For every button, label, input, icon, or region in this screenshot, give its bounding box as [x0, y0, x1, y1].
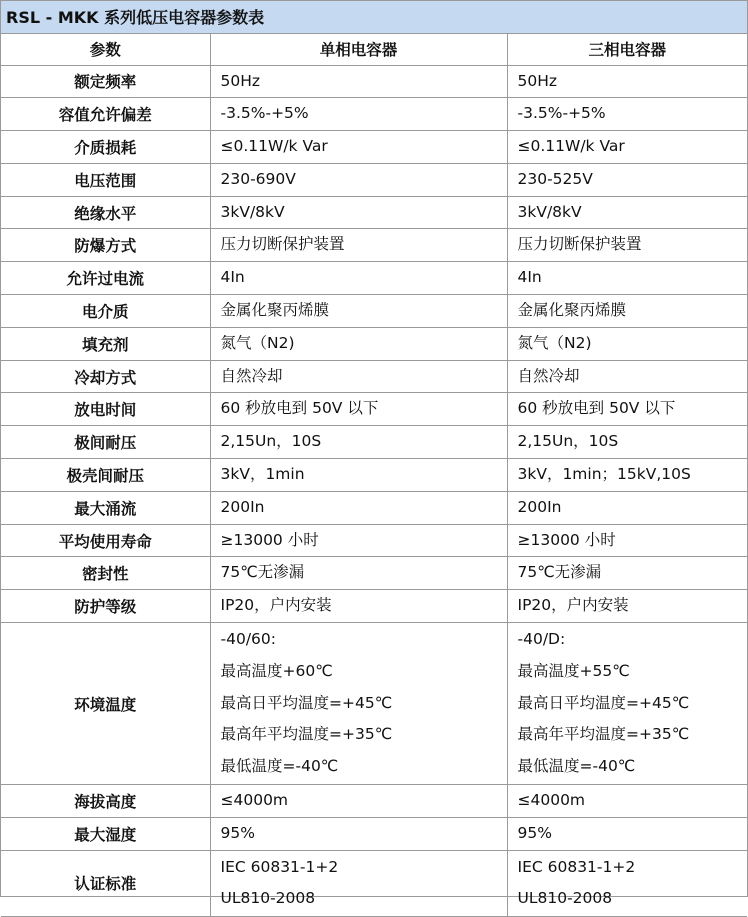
value-line: UL810-2008	[517, 889, 613, 908]
table-row	[1, 98, 747, 131]
value-line: 200In	[517, 497, 562, 516]
table-row	[1, 426, 747, 459]
parameter-label: 介质损耗	[1, 131, 210, 164]
value-line: 压力切断保护装置	[517, 235, 642, 254]
parameter-label: 环境温度	[1, 623, 210, 785]
value-line: 230-525V	[517, 169, 593, 188]
header-three-phase: 三相电容器	[507, 34, 747, 65]
table-row	[1, 491, 747, 524]
table-row	[1, 262, 747, 295]
value-line: 最高年平均温度=+35℃	[517, 725, 690, 744]
single-phase-value	[210, 360, 507, 393]
parameter-label: 冷却方式	[1, 360, 210, 393]
three-phase-value	[507, 196, 747, 229]
value-line: 自然冷却	[517, 366, 580, 385]
header-parameter: 参数	[1, 34, 210, 65]
parameter-label: 防爆方式	[1, 229, 210, 262]
value-line: 最高温度+60℃	[220, 661, 333, 680]
three-phase-value	[507, 295, 747, 328]
parameter-label: 电压范围	[1, 163, 210, 196]
value-line: IEC 60831-1+2	[517, 857, 636, 876]
value-line: ≤0.11W/k Var	[517, 137, 625, 156]
value-line: ≤0.11W/k Var	[220, 137, 328, 156]
value-line: 金属化聚丙烯膜	[220, 301, 330, 320]
value-line: 最高年平均温度=+35℃	[220, 725, 393, 744]
three-phase-value	[507, 327, 747, 360]
three-phase-value	[507, 623, 747, 785]
single-phase-value	[210, 131, 507, 164]
single-phase-value	[210, 393, 507, 426]
single-phase-value	[210, 590, 507, 623]
three-phase-value	[507, 491, 747, 524]
three-phase-value	[507, 393, 747, 426]
value-line: 50Hz	[220, 71, 261, 90]
single-phase-value	[210, 327, 507, 360]
single-phase-value	[210, 785, 507, 818]
parameter-label: 极壳间耐压	[1, 459, 210, 492]
table-row	[1, 65, 747, 98]
value-line: 75℃无渗漏	[220, 563, 305, 582]
value-line: ≥13000 小时	[220, 530, 319, 549]
value-line: 最低温度=-40℃	[220, 757, 339, 776]
value-line: 200In	[220, 497, 265, 516]
value-line: ≤4000m	[517, 791, 586, 810]
table-row	[1, 785, 747, 818]
table-row	[1, 163, 747, 196]
value-line: 4In	[220, 268, 245, 287]
value-line: 自然冷却	[220, 366, 283, 385]
parameter-label: 防护等级	[1, 590, 210, 623]
single-phase-value	[210, 817, 507, 850]
value-line: 3kV/8kV	[220, 202, 285, 221]
parameter-label: 密封性	[1, 557, 210, 590]
single-phase-value	[210, 262, 507, 295]
three-phase-value	[507, 817, 747, 850]
value-line: ≤4000m	[220, 791, 289, 810]
three-phase-value	[507, 590, 747, 623]
three-phase-value	[507, 524, 747, 557]
value-line: ≥13000 小时	[517, 530, 616, 549]
value-line: 3kV，1min	[220, 465, 305, 484]
parameter-label: 最大涌流	[1, 491, 210, 524]
table-row	[1, 393, 747, 426]
table-row	[1, 850, 747, 917]
parameter-label: 允许过电流	[1, 262, 210, 295]
parameter-label: 海拔高度	[1, 785, 210, 818]
value-line: 4In	[517, 268, 542, 287]
table-row	[1, 623, 747, 785]
value-line: 最高温度+55℃	[517, 661, 630, 680]
value-line: 95%	[517, 823, 552, 842]
single-phase-value	[210, 65, 507, 98]
value-line: 50Hz	[517, 71, 558, 90]
single-phase-value	[210, 229, 507, 262]
three-phase-value	[507, 163, 747, 196]
table-row	[1, 196, 747, 229]
value-line: 230-690V	[220, 169, 296, 188]
parameter-label: 最大湿度	[1, 817, 210, 850]
three-phase-value	[507, 98, 747, 131]
value-line: 氮气（N2)	[517, 333, 592, 352]
parameter-label: 绝缘水平	[1, 196, 210, 229]
value-line: UL810-2008	[220, 889, 316, 908]
three-phase-value	[507, 850, 747, 917]
table-row	[1, 817, 747, 850]
single-phase-value	[210, 850, 507, 917]
parameter-label: 容值允许偏差	[1, 98, 210, 131]
three-phase-value	[507, 262, 747, 295]
table-row	[1, 590, 747, 623]
single-phase-value	[210, 163, 507, 196]
value-line: 95%	[220, 823, 255, 842]
parameter-label: 额定频率	[1, 65, 210, 98]
single-phase-value	[210, 98, 507, 131]
value-line: -3.5%-+5%	[517, 104, 606, 123]
single-phase-value	[210, 459, 507, 492]
value-line: 60 秒放电到 50V 以下	[517, 399, 676, 418]
value-line: 2,15Un，10S	[220, 432, 322, 451]
value-line: -3.5%-+5%	[220, 104, 309, 123]
parameter-label: 认证标准	[1, 850, 210, 917]
single-phase-value	[210, 623, 507, 785]
single-phase-value	[210, 491, 507, 524]
table-row	[1, 131, 747, 164]
value-line: 最高日平均温度=+45℃	[220, 693, 393, 712]
value-line: 金属化聚丙烯膜	[517, 301, 627, 320]
parameter-label: 放电时间	[1, 393, 210, 426]
value-line: 3kV，1min；15kV,10S	[517, 465, 691, 484]
value-line: 最高日平均温度=+45℃	[517, 693, 690, 712]
table-row	[1, 295, 747, 328]
table-row	[1, 459, 747, 492]
value-line: 氮气（N2)	[220, 333, 295, 352]
single-phase-value	[210, 524, 507, 557]
three-phase-value	[507, 459, 747, 492]
table-row	[1, 360, 747, 393]
single-phase-value	[210, 557, 507, 590]
parameter-label: 极间耐压	[1, 426, 210, 459]
three-phase-value	[507, 229, 747, 262]
table-row	[1, 557, 747, 590]
value-line: 最低温度=-40℃	[517, 757, 636, 776]
parameter-label: 填充剂	[1, 327, 210, 360]
value-line: -40/60:	[220, 630, 276, 649]
table-row	[1, 229, 747, 262]
sheet-title: RSL - MKK 系列低压电容器参数表	[1, 1, 747, 34]
value-line: IP20，户内安装	[517, 596, 629, 615]
table-row	[1, 524, 747, 557]
value-line: 60 秒放电到 50V 以下	[220, 399, 379, 418]
header-single-phase: 单相电容器	[210, 34, 507, 65]
value-line: IP20，户内安装	[220, 596, 332, 615]
three-phase-value	[507, 131, 747, 164]
single-phase-value	[210, 295, 507, 328]
value-line: 2,15Un，10S	[517, 432, 619, 451]
three-phase-value	[507, 360, 747, 393]
parameter-table	[1, 34, 747, 917]
table-row	[1, 327, 747, 360]
parameter-label: 电介质	[1, 295, 210, 328]
three-phase-value	[507, 426, 747, 459]
value-line: 压力切断保护装置	[220, 235, 345, 254]
parameter-label: 平均使用寿命	[1, 524, 210, 557]
three-phase-value	[507, 785, 747, 818]
value-line: 75℃无渗漏	[517, 563, 602, 582]
three-phase-value	[507, 557, 747, 590]
single-phase-value	[210, 196, 507, 229]
value-line: IEC 60831-1+2	[220, 857, 339, 876]
value-line: -40/D:	[517, 630, 566, 649]
three-phase-value	[507, 65, 747, 98]
single-phase-value	[210, 426, 507, 459]
header-row	[1, 34, 747, 65]
value-line: 3kV/8kV	[517, 202, 582, 221]
